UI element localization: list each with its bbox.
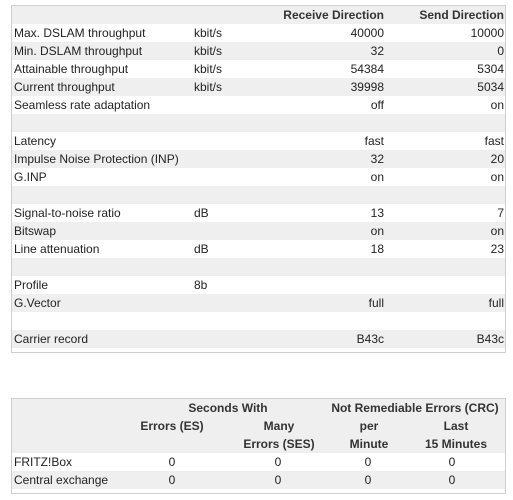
table-row: [12, 168, 505, 186]
es-value: 0: [168, 473, 176, 487]
row-label: Latency: [14, 134, 57, 148]
receive-value: fast: [364, 134, 384, 148]
unit-value: dB: [194, 242, 209, 256]
table-row: [12, 312, 505, 330]
send-value: on: [490, 224, 504, 238]
table-row: [12, 132, 505, 150]
table-row: [12, 60, 505, 78]
row-label: Central exchange: [14, 473, 109, 487]
table-row: [12, 471, 505, 489]
unit-value: kbit/s: [194, 62, 223, 76]
receive-value: 40000: [350, 26, 384, 40]
fifteen-minutes-header: 15 Minutes: [424, 437, 487, 451]
table-row: [12, 186, 505, 204]
table-row: [12, 222, 505, 240]
ses-value: 0: [274, 473, 282, 487]
unit-value: kbit/s: [194, 26, 223, 40]
unit-value: dB: [194, 206, 209, 220]
row-label: Carrier record: [14, 332, 89, 346]
table-row: [12, 453, 505, 471]
errors-es-header: Errors (ES): [140, 419, 204, 433]
send-value: 5034: [477, 80, 504, 94]
per-header: per: [359, 419, 379, 433]
last-15-value: 0: [448, 455, 456, 469]
last-header: Last: [443, 419, 469, 433]
error-subheader-row-2: [12, 435, 505, 453]
send-value: B43c: [476, 332, 504, 346]
send-value: 5304: [477, 62, 504, 76]
table-row: [12, 114, 505, 132]
dsl-info-table: [11, 5, 506, 353]
table-row: [12, 330, 505, 348]
receive-value: 13: [370, 206, 384, 220]
row-label: Current throughput: [14, 80, 115, 94]
row-label: Signal-to-noise ratio: [14, 206, 121, 220]
receive-value: on: [370, 224, 384, 238]
row-label: Max. DSLAM throughput: [14, 26, 146, 40]
not-remediable-header: Not Remediable Errors (CRC): [331, 401, 499, 415]
send-value: 23: [490, 242, 504, 256]
send-value: fast: [484, 134, 504, 148]
row-label: Impulse Noise Protection (INP): [14, 152, 179, 166]
table-row: [12, 276, 505, 294]
unit-value: kbit/s: [194, 44, 223, 58]
row-label: Line attenuation: [14, 242, 100, 256]
per-minute-value: 0: [364, 455, 372, 469]
send-value: 20: [490, 152, 504, 166]
table-row: [12, 78, 505, 96]
seconds-with-header: Seconds With: [188, 401, 268, 415]
errors-ses-header: Errors (SES): [243, 437, 315, 451]
es-value: 0: [168, 455, 176, 469]
receive-value: 39998: [350, 80, 384, 94]
send-value: 7: [497, 206, 504, 220]
receive-value: on: [370, 170, 384, 184]
send-value: on: [490, 98, 504, 112]
unit-value: kbit/s: [194, 80, 223, 94]
receive-value: 32: [370, 152, 384, 166]
table-row: [12, 150, 505, 168]
dsl-rows: [12, 24, 505, 348]
send-value: 10000: [470, 26, 504, 40]
receive-value: 18: [370, 242, 384, 256]
table-row: [12, 258, 505, 276]
unit-value: 8b: [194, 278, 208, 292]
send-value: full: [488, 296, 504, 310]
send-value: 0: [497, 44, 504, 58]
receive-value: 32: [370, 44, 384, 58]
error-table: [11, 398, 506, 494]
receive-value: full: [368, 296, 384, 310]
last-15-value: 0: [448, 473, 456, 487]
table-row: [12, 240, 505, 258]
row-label: G.INP: [14, 170, 47, 184]
table-row: [12, 42, 505, 60]
table-row: [12, 96, 505, 114]
receive-direction-header: Receive Direction: [283, 8, 384, 22]
row-label: Seamless rate adaptation: [14, 98, 151, 112]
row-label: G.Vector: [14, 296, 61, 310]
many-header: Many: [263, 419, 295, 433]
receive-value: off: [370, 98, 384, 112]
table-header-row: [12, 6, 505, 24]
row-label: Bitswap: [14, 224, 57, 238]
ses-value: 0: [274, 455, 282, 469]
receive-value: B43c: [356, 332, 384, 346]
error-group-header-row: [12, 399, 505, 417]
table-row: [12, 24, 505, 42]
row-label: Attainable throughput: [14, 62, 129, 76]
table-row: [12, 294, 505, 312]
send-value: on: [490, 170, 504, 184]
receive-value: 54384: [350, 62, 384, 76]
error-subheader-row-1: [12, 417, 505, 435]
row-label: Min. DSLAM throughput: [14, 44, 143, 58]
per-minute-value: 0: [364, 473, 372, 487]
row-label: FRITZ!Box: [14, 455, 73, 469]
row-label: Profile: [14, 278, 49, 292]
minute-header: Minute: [349, 437, 389, 451]
table-row: [12, 204, 505, 222]
send-direction-header: Send Direction: [419, 8, 504, 22]
